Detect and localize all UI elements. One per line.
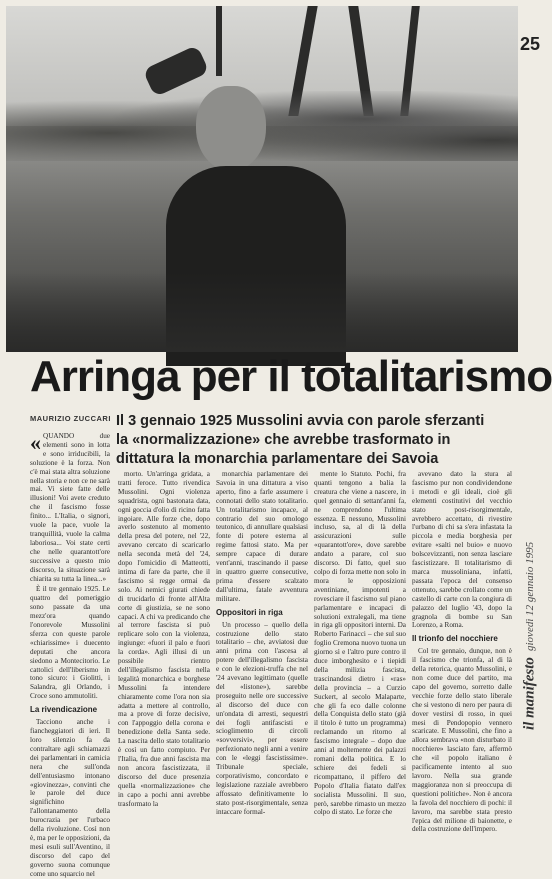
paragraph: mente lo Statuto. Pochi, fra quanti tengono a balia la creatura che viene a nascere, in quel gennaio di settant'anni fa, ne comprendono l'ultima essenza. E nessuno, Mussolini incluso, sa, al di là della assicurazioni sulle «quarantott'ore», dove sarebbe andato a parare, col suo discorso. Di fatto, quel suo colpo di forza mette non solo in mora le opposizioni aventiniane, impotenti a rovesciare il fascismo sul piano parlamentare e incapaci di soluzioni extralegali, ma tiene in riga gli oppositori interni. Da Roberto Farinacci – che sul suo foglio Cremona nuovo tuona un giorno sì e l'altro pure contro il duce imborghesito e i tiepidi della milizia fascista, trascinandosi dietro i «ras» della provincia – a Curzio Suckert, al secolo Malaparte, che gli fa eco dalle colonne della Conquista dello stato (già il titolo è tutto un programma) reclamando un ritorno al fascismo integrale – dopo due anni al moltemente dei palazzi romani della politica. E lo schiere dei fedeli si ricompattano, il piffero del Popolo d'Italia fiatato dall'ex socialista Mussolini. Il suo, però, sarebbe rimasto un mezzo colpo di stato. Le forze che <box>314 470 406 817</box>
opening-quote-mark: « <box>30 430 41 455</box>
photo-crowd <box>6 272 518 352</box>
byline: MAURIZIO ZUCCARI <box>30 414 111 423</box>
article-column-5 <box>412 470 512 834</box>
photo-flag <box>216 6 222 76</box>
paragraph: Tacciono anche i fiancheggiatori di ieri. Il loro silenzio fa da contraltare agli schiamazzi dei parlamentari in camicia nera che sull'onda dell'entusiasmo intonano «giovinezza», convinti che le parole del duce significhino l'allontanamento della burocrazia per l'urbaco della rivoluzione. Così non è, ma per le opposizioni, da mesi esuli sull'Aventino, il discorso del capo del governo suona comunque come uno squarcio nel <box>30 718 110 878</box>
photo-mussolini-speaking <box>6 6 518 352</box>
section-heading: Il trionfo del nocchiere <box>412 634 498 644</box>
article-column-4 <box>314 470 406 817</box>
article-column-1 <box>30 430 110 878</box>
article-column-3 <box>216 470 308 816</box>
lead-paragraph <box>30 432 110 583</box>
masthead-date: giovedì 12 gennaio 1995 <box>524 542 536 652</box>
paragraph: avevano dato la stura al fascismo pur non condividendone i metodi e gli ideali, cioè gli elementi costitutivi del vecchio stato post-risorgimentale, avrebbero accettato, di rivestire l'urbano di chi sa s'era infastata la piccola e media borghesia per evitare «salti nel buio» e nuovo bolscevizzanti, non senza lasciare fascistizzare. Il totalitarismo di marca mussoliniana, infatti, passata l'epoca del consenso ottenuto, sarebbe crollato come un castello di carte con la congiura di palazzo del luglio '43, dopo la gragnola di bombe su San Lorenzo, a Roma. <box>412 470 512 630</box>
article-column-2 <box>118 470 210 808</box>
section-heading: Oppositori in riga <box>216 607 283 617</box>
masthead-sideline <box>514 512 546 730</box>
article-subhead: Il 3 gennaio 1925 Mussolini avvia con parole sferzanti la «normalizzazione» che avrebbe trasformato in dittatura la monarchia parlamentare dei Savoia <box>116 413 485 467</box>
article-headline: Arringa per il totalitarismo <box>30 352 552 401</box>
paragraph: morto. Un'arringa gridata, a tratti feroce. Tutto rivendica Mussolini. Ogni violenza squadrista, ogni bastonata data, ogni goccia d'olio di ricino fatta ingoiare. Alle forze che, dopo averlo sostenuto al momento della presa del potere, nel '22, avevano cercato di scaricarlo nella seconda metà del '24, dopo l'omicidio di Matteotti, intima di fare da parte, che il fascismo si regge ormai da solo. Ai nemici giurati chiede di trucidarlo di fronte all'Alta corte di giustizia, se ne sono capaci. A chi va predicando che al terrore fascista sì può replicare solo con la violenza, ingiunge: «fuori il palo e fuori la corda». Agli illusi di un possibile rientro dell'illegalismo fascista nella legalità monarchica e borghese Mussolini fa intendere chiaramente come l'ora non sia adatta a mettere al controllo, ma a prove di forze decisive, con l'appoggio della corona e benedizione della Santa sede. La nascita dello stato totalitario è così un fatto compiuto. Per l'Italia, fra due anni fascista ma non ancora fascistizzata, il discorso del duce presenzia quella «normalizzazione» che in capo a pochi anni avrebbe trasformato la <box>118 470 210 808</box>
masthead-brand: il manifesto <box>521 657 538 730</box>
paragraph: Un processo – quello della costruzione dello stato totalitario – che, avviatosi due anni prima con l'ascesa al potere dell'illegalismo fascista e con le elezioni-truffa che nel '24 avevano legittimato (quelle del «listone»), sarebbe proseguito nelle ore successive al discorso del duce con un'ondata di arresti, sequestri dei fogli antifascisti e scioglimento di circoli «sovversivi», per essere perfezionato negli anni a venire con le «leggi fascistissime». Tribunale speciale, corporativismo, concordato e legislazione razziale avrebbero affossato definitivamente lo stato post-risorgimentale, senza intaccare formal- <box>216 620 308 816</box>
paragraph: Col tre gennaio, dunque, non è il fascismo che trionfa, al di là della retorica, quanto Mussolini, e non come duce del partito, ma capo del governo, sorretto dalle vecchie forze dello stato liberale che si vestono di nero per paura di dover vestirsi di rosso, in quei mesi di Pendopopio vennero scaricate. E Mussolini, che fino a allora sembrava «non disturbato il nocchiere» lasciato fare, affermò che «il popolo italiano è pacificamente intento al suo lavoro. Nella sua grande maggioranza non si preoccupa di questioni politiche». Non è ancora la favola del nocchiero di pochi: il lavoro, ma sarebbe stata presto l'epica del milione di baionette, e della costruzione dell'impero. <box>412 647 512 834</box>
section-heading: La rivendicazione <box>30 705 98 715</box>
paragraph: È il tre gennaio 1925. Le quattro del pomeriggio sono passate da una mezz'ora quando l'onorevole Mussolini sferza con queste parole «chiarissime» i duecento deputati che ancora siedono a Montecitorio. Le cattolici dell'liberismo in tono sicuro: i Giolitti, i Salandra, gli Orlando, i Croce sono ammutoliti. <box>30 585 110 701</box>
photo-speaker-head <box>196 86 266 171</box>
page-number: 25 <box>520 34 541 54</box>
paragraph: monarchia parlamentare dei Savoia in una dittatura a viso aperto, fino a farle assumere i connotati dello stato totalitario. Un totalitarismo incapace, al contrario del suo omologo teutonico, di annullare qualsiasi fonte di potere esterna al regime fattosi stato. Ma per sempre capace di durare vent'anni, trascinando il paese in quattro guerre consecutive, prima d'essere scalzato dall'ultima, fatale avventura militare. <box>216 470 308 603</box>
lead-text: QUANDO due elementi sono in lotta e sono irriducibili, la soluzione è la forza. Non c'è mai stata altra soluzione nella storia e non ce ne sarà mai. Vi siete fatte delle illusioni! Voi avete creduto che il fascismo fosse finito... L'Italia, o signori, vuole la pace, vuole la tranquillità, vuole la calma laboriosa... Voi state certi che nelle quarantott'ore successive a questo mio discorso, la situazione sarà chiarita su tutta la linea...» <box>30 432 110 583</box>
